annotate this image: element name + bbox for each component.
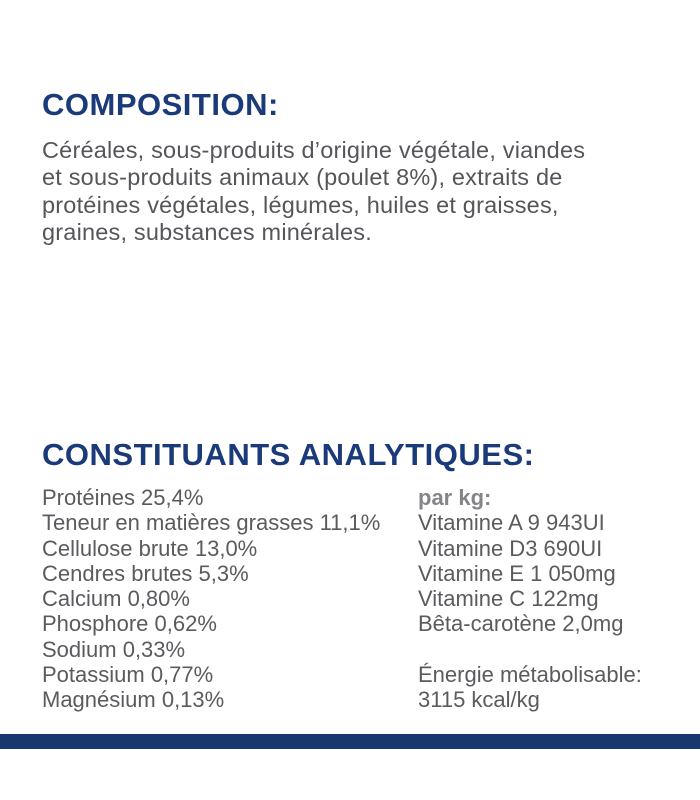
nutrient-row: Teneur en matières grasses 11,1% xyxy=(42,510,381,536)
composition-text xyxy=(42,137,585,247)
vitamin-row: Vitamine D3 690UI xyxy=(418,535,603,561)
nutrient-row: Sodium 0,33% xyxy=(42,636,186,662)
composition-line: Céréales, sous-produits d’origine végétale, viandes xyxy=(42,137,586,163)
nutrient-row: Calcium 0,80% xyxy=(42,586,190,612)
nutrient-row: Protéines 25,4% xyxy=(42,485,204,510)
vitamin-row: Vitamine C 122mg xyxy=(418,586,599,612)
nutrient-list xyxy=(42,485,380,713)
vitamin-row: Bêta-carotène 2,0mg xyxy=(418,611,624,637)
energy-label: Énergie métabolisable: xyxy=(418,662,642,688)
per-kg-label: par kg: xyxy=(418,485,492,510)
nutrient-row: Potassium 0,77% xyxy=(42,662,214,688)
composition-line: et sous-produits animaux (poulet 8%), extraits de xyxy=(42,164,563,191)
nutrient-row: Cellulose brute 13,0% xyxy=(42,535,258,561)
analytical-heading: CONSTITUANTS ANALYTIQUES: xyxy=(42,437,535,472)
bottom-accent-bar xyxy=(0,734,700,749)
composition-heading: COMPOSITION: xyxy=(42,87,279,122)
composition-line: graines, substances minérales. xyxy=(42,219,372,246)
composition-line: protéines végétales, légumes, huiles et graisses, xyxy=(42,191,559,218)
nutrient-row: Cendres brutes 5,3% xyxy=(42,560,249,586)
vitamin-row: Vitamine A 9 943UI xyxy=(418,510,605,536)
nutrient-row: Magnésium 0,13% xyxy=(42,687,225,713)
vitamin-row: Vitamine E 1 050mg xyxy=(418,560,616,586)
energy-value: 3115 kcal/kg xyxy=(418,687,540,713)
blank-line xyxy=(418,637,642,662)
per-kg-list xyxy=(418,485,642,713)
nutrient-row: Phosphore 0,62% xyxy=(42,611,217,637)
